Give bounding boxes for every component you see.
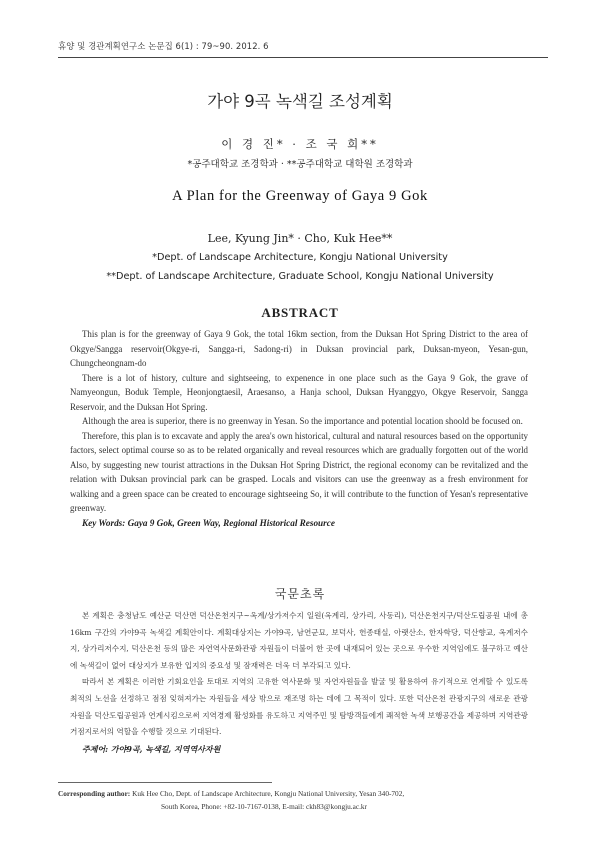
corresponding-line-2: South Korea, Phone: +82-10-7167-0138, E-mail: ckh83@kongju.ac.kr [161,802,367,811]
english-title: A Plan for the Greenway of Gaya 9 Gok [172,188,428,204]
abstract-paragraph: There is a lot of history, culture and sightseeing, to expenence in one place such as the Gaya 9 Gok, the grave of Namyeongun, Boduk Temple, Heonjongtaesil, Araesanso, a Hanja school, Duksan Hyanggyo, Okgye Reservoir, Sangga Reservoir, and the Duksan Hot Spring. [70,372,528,412]
korean-title: 가야 9곡 녹색길 조성계획 [207,92,393,111]
korean-affiliation: *공주대학교 조경학과 · **공주대학교 대학원 조경학과 [187,159,413,170]
korean-abstract-body [70,608,528,757]
footnote-rule [58,782,272,783]
korean-abstract-paragraph: 본 계획은 충청남도 예산군 덕산면 덕산온천지구~옥계/상가저수지 일원(옥계리, 상가리, 사동리), 덕산온천지구/덕산도립공원 내에 총 16km 구간의 가야9곡 녹색길 계획안이다. 계획대상지는 가야9곡, 남연군묘, 보덕사, 헌종태실, 아랫산소, 한자학당, 덕산향교, 옥계저수지, 상가리저수지, 덕산온천 등의 많은 자연역사문화관광 자원들이 더불어 한 곳에 내재되어 있는 곳으로 우수한 지역임에도 불구하고 예산에 녹색길이 없어 대상지가 보유한 입지의 중요성 및 잠재력은 더욱 더 부각되고 있다. [70,611,528,670]
corresponding-line-1: Kuk Hee Cho, Dept. of Landscape Architecture, Kongju National University, Yesan 340-702, [132,789,405,798]
english-affiliation-2: **Dept. of Landscape Architecture, Graduate School, Kongju National University [106,271,494,282]
journal-citation: 휴양 및 경관계획연구소 논문집 6(1) : 79~90. 2012. 6 [58,41,269,51]
abstract-body [70,327,528,530]
abstract-paragraph: Although the area is superior, there is no greenway in Yesan. So the importance and potential location shoold be focused on. [82,416,523,426]
english-affiliation-1: *Dept. of Landscape Architecture, Kongju National University [152,252,448,263]
korean-abstract-heading: 국문초록 [274,587,326,601]
korean-abstract-paragraph: 따라서 본 계획은 이러한 기회요인을 토대로 지역의 고유한 역사문화 및 자연자원들을 발굴 및 활용하여 유기적으로 연계할 수 있도록 최적의 노선을 선정하고 점점 잊혀져가는 자원들을 세상 밖으로 재조명 하는 데에 그 목적이 있다. 또한 덕산온천 관광지구의 새로운 관광 자원을 덕산도립공원과 연계시킴으로써 지역경제 활성화를 유도하고 지역주민 및 탐방객들에게 쾌적한 녹색 보행공간을 제공하며 지역관광 거점지로서의 역할을 수행할 것으로 기대된다. [70,677,529,737]
korean-authors: 이 경 진* · 조 국 희** [221,137,379,151]
corresponding-label: Corresponding author: [58,789,131,798]
header-rule [58,57,548,58]
english-authors: Lee, Kyung Jin* · Cho, Kuk Hee** [207,232,393,245]
abstract-paragraph: This plan is for the greenway of Gaya 9 Gok, the total 16km section, from the Duksan Hot Spring District to the area of Okgye/Sangga reservoir(Okgye-ri, Sangga-ri, Sadong-ri) in Duksan provincial park, Duksan-myeon, Yesan-gun, Chungcheongnam-do [70,329,528,368]
keywords: Key Words: Gaya 9 Gok, Green Way, Regional Historical Resource [82,517,335,528]
abstract-paragraph: Therefore, this plan is to excavate and apply the area's own historical, cultural and natural resources based on the opportunity factors, select optimal course so as to be related organically and reveal resources which are gradually forgotten out of the world Also, by suggesting new tourist attractions in the Duksan Hot Spring District, the regional economy can be revitalized and the relation with Duksan provincial park can be grasped. Locals and visitors can use the greenway as a fresh environment for walking and a green space can be created to encourage sightseeing So, it will contribute to the function of Yesan's representative greenway. [70,430,528,513]
corresponding-author-note [58,787,404,813]
abstract-heading: ABSTRACT [261,305,339,320]
korean-keywords: 주제어: 가야9곡, 녹색길, 지역역사자원 [82,743,221,754]
